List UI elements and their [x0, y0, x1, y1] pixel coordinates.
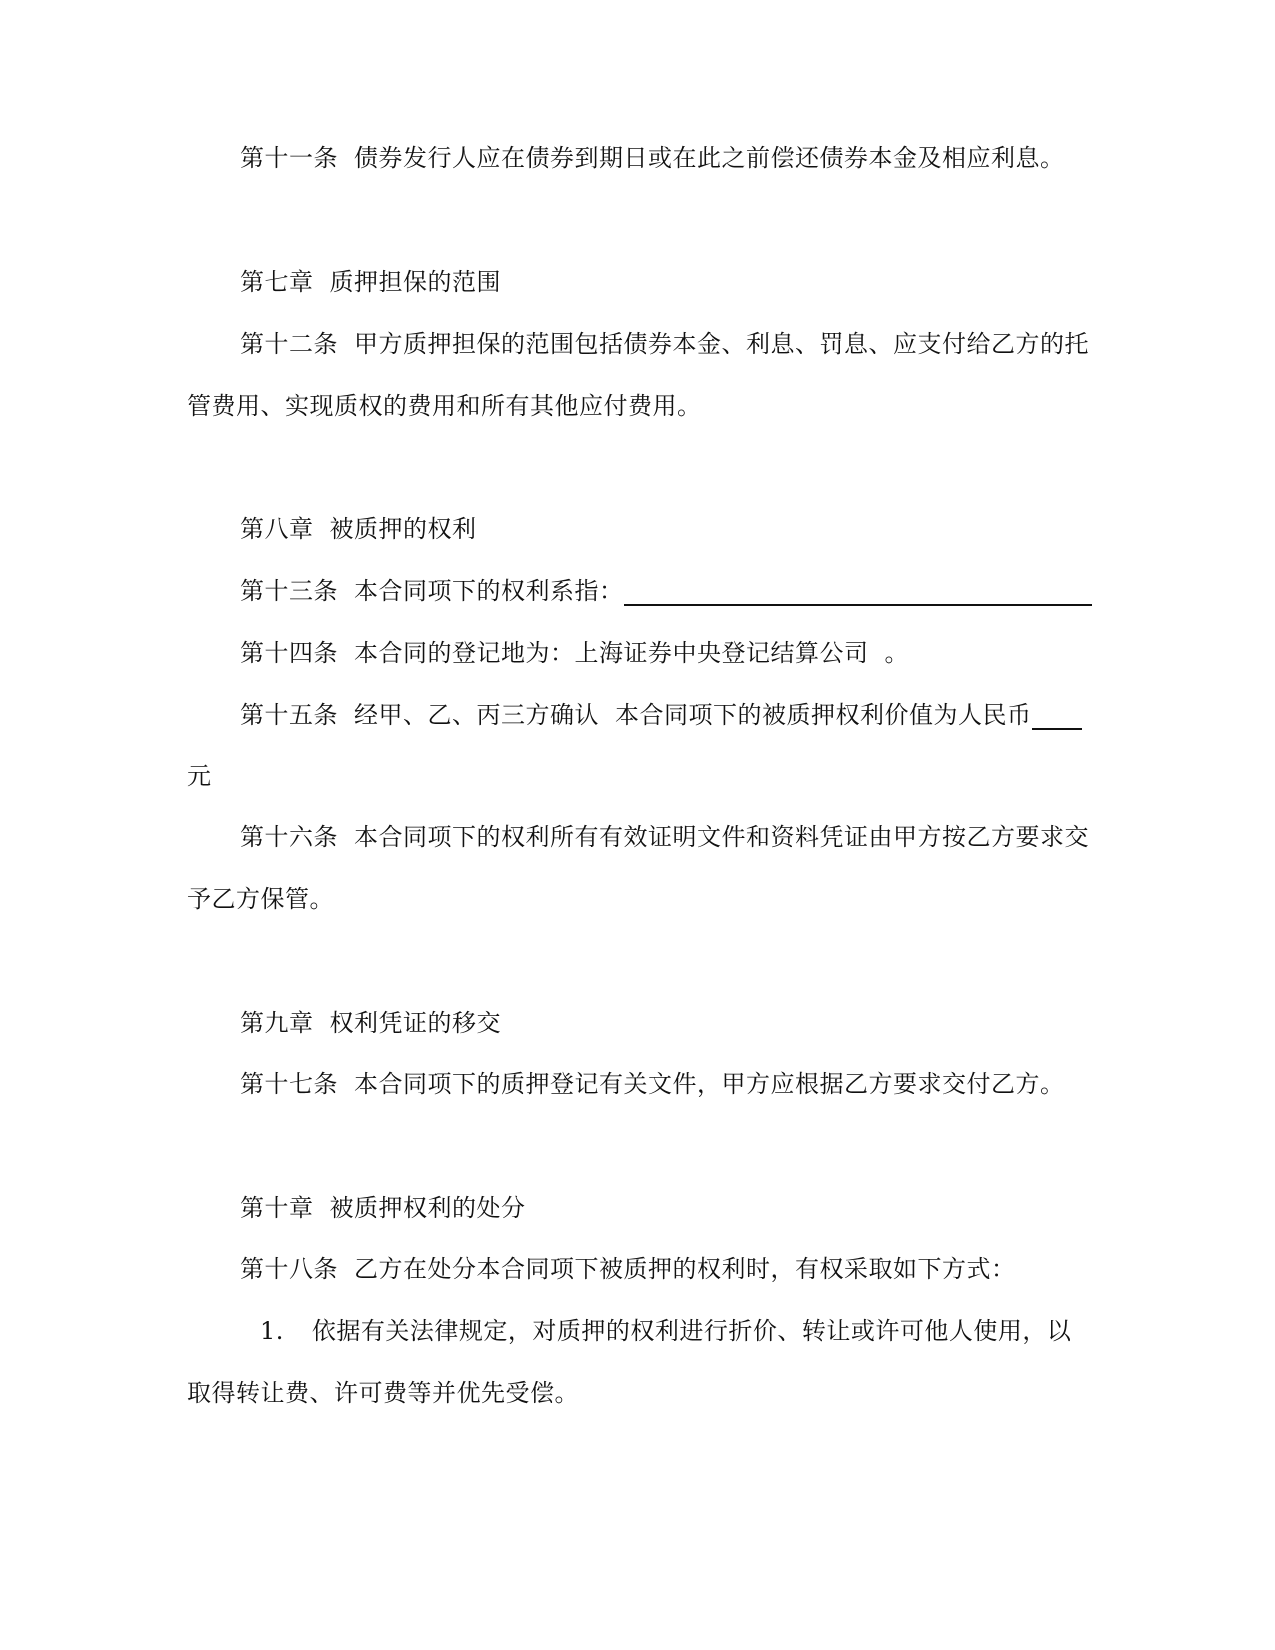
- article-12-label: 第十二条: [240, 330, 338, 358]
- chapter-9-title: 权利凭证的移交: [329, 1009, 501, 1037]
- article-11-label: 第十一条: [240, 144, 338, 172]
- article-15-text-a: 经甲、乙、丙三方确认: [354, 701, 599, 729]
- chapter-10-heading: [240, 1193, 526, 1223]
- chapter-7-title: 质押担保的范围: [329, 268, 501, 296]
- article-14: [240, 638, 909, 668]
- chapter-7-heading: [240, 267, 501, 297]
- article-18-text: 乙方在处分本合同项下被质押的权利时，有权采取如下方式：: [354, 1255, 1016, 1283]
- article-16-text-line-2: 予乙方保管。: [187, 885, 334, 913]
- chapter-9-heading: [240, 1008, 501, 1038]
- chapter-8-title: 被质押的权利: [329, 515, 477, 543]
- article-18: [240, 1254, 1016, 1284]
- article-16-line-1: [240, 822, 1089, 852]
- chapter-10-title: 被质押权利的处分: [329, 1194, 526, 1222]
- article-16-line-2: [187, 884, 334, 914]
- list-item-1-number: 1.: [260, 1317, 284, 1345]
- article-17-label: 第十七条: [240, 1070, 338, 1098]
- article-13-label: 第十三条: [240, 577, 338, 605]
- chapter-8-heading: [240, 514, 477, 544]
- article-12-text-line-2: 管费用、实现质权的费用和所有其他应付费用。: [187, 392, 702, 420]
- article-14-text: 本合同的登记地为：上海证券中央登记结算公司: [354, 639, 869, 667]
- article-15-text-b: 本合同项下的被质押权利价值为人民币: [615, 701, 1032, 729]
- article-16-text-line-1: 本合同项下的权利所有有效证明文件和资料凭证由甲方按乙方要求交: [354, 823, 1089, 851]
- list-item-1-line-1: [260, 1316, 1071, 1346]
- article-15-label: 第十五条: [240, 701, 338, 729]
- list-item-1-text-line-2: 取得转让费、许可费等并优先受偿。: [187, 1379, 579, 1407]
- article-12-line-2: [187, 391, 702, 421]
- article-11: [240, 143, 1065, 173]
- article-15-line-2: [187, 761, 212, 791]
- article-11-text: 债券发行人应在债券到期日或在此之前偿还债券本金及相应利息。: [354, 144, 1065, 172]
- article-13-fill-blank: [624, 578, 1092, 606]
- article-12-line-1: [240, 329, 1089, 359]
- chapter-8-label: 第八章: [240, 515, 314, 543]
- chapter-9-label: 第九章: [240, 1009, 314, 1037]
- article-14-end: 。: [884, 639, 909, 667]
- article-16-label: 第十六条: [240, 823, 338, 851]
- list-item-1-text-line-1: 依据有关法律规定，对质押的权利进行折价、转让或许可他人使用，以: [311, 1317, 1072, 1345]
- article-15-unit: 元: [187, 762, 212, 790]
- article-13: [240, 576, 1092, 606]
- article-15-line-1: [240, 700, 1082, 730]
- list-item-1-line-2: [187, 1378, 579, 1408]
- chapter-10-label: 第十章: [240, 1194, 314, 1222]
- article-13-text: 本合同项下的权利系指：: [354, 577, 624, 605]
- article-14-label: 第十四条: [240, 639, 338, 667]
- article-17: [240, 1069, 1065, 1099]
- article-17-text: 本合同项下的质押登记有关文件，甲方应根据乙方要求交付乙方。: [354, 1070, 1065, 1098]
- article-15-amount-blank: [1032, 702, 1082, 730]
- chapter-7-label: 第七章: [240, 268, 314, 296]
- article-18-label: 第十八条: [240, 1255, 338, 1283]
- article-12-text-line-1: 甲方质押担保的范围包括债券本金、利息、罚息、应支付给乙方的托: [354, 330, 1089, 358]
